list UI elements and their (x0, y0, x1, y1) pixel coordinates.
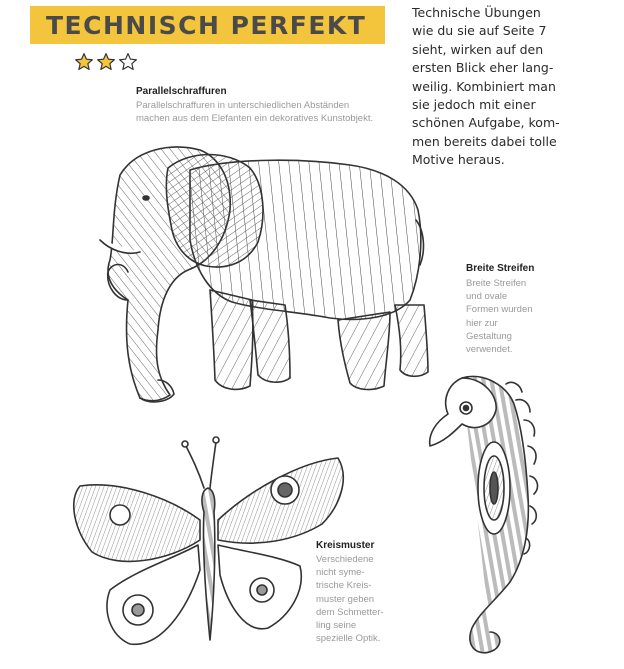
caption-line: Parallelschraffuren in unterschiedlichen Abständen (136, 100, 350, 111)
caption-line: trische Kreis- (316, 580, 372, 592)
caption-line: hier zur (466, 317, 498, 329)
elephant-eye (143, 196, 149, 200)
elephant-front-leg-2 (250, 300, 290, 382)
caption-line: dem Schmetter- (316, 606, 384, 618)
butterfly-left-forewing (74, 485, 200, 562)
intro-line: schönen Aufgabe, kom- (412, 115, 560, 131)
caption-line: ling seine (316, 620, 357, 632)
butterfly-wing-circle-inner (278, 483, 292, 497)
caption-line: machen aus dem Elefanten ein dekoratives Kunstobjekt. (136, 113, 374, 125)
caption-line: nicht syme- (316, 567, 365, 579)
caption-line: und ovale (466, 291, 508, 303)
butterfly-antenna-tip (213, 437, 219, 443)
page-title: TECHNISCH PERFEKT (46, 11, 367, 40)
caption-line: Gestaltung (466, 330, 512, 342)
butterfly-antenna-tip (182, 441, 188, 447)
elephant-illustration (100, 147, 428, 402)
caption-line: spezielle Optik. (316, 633, 381, 645)
butterfly-wing-circle (110, 505, 130, 525)
intro-line: sie jedoch mit einer (412, 97, 536, 113)
intro-line: ersten Blick eher lang- (412, 60, 554, 76)
intro-line: sieht, wirken auf den (412, 41, 544, 57)
caption-title-streifen: Breite Streifen (466, 263, 535, 274)
caption-line: muster geben (316, 593, 375, 605)
caption-line: verwendet. (466, 344, 513, 356)
butterfly-antenna-right (210, 442, 216, 488)
elephant-back-leg-2 (395, 305, 428, 376)
intro-line: Motive heraus. (412, 152, 505, 168)
seahorse-belly-oval-inner (490, 472, 498, 504)
elephant-ear (166, 155, 263, 268)
seahorse-pupil (464, 406, 469, 411)
intro-line: men bereits dabei tolle (412, 133, 557, 149)
caption-title-parallel: Parallelschraffuren (136, 86, 227, 97)
caption-line: Formen wurden (466, 304, 533, 316)
intro-line: wie du sie auf Seite 7 (412, 23, 547, 39)
seahorse-illustration (430, 376, 538, 652)
elephant-back-leg (338, 312, 390, 390)
caption-line: Breite Streifen (466, 278, 527, 289)
butterfly-body (202, 488, 215, 640)
caption-line: Verschiedene (316, 554, 374, 565)
butterfly-illustration (74, 437, 343, 644)
caption-title-kreis: Kreismuster (316, 540, 375, 551)
butterfly-wing-circle-inner (257, 585, 267, 595)
intro-line: Technische Übungen (412, 5, 541, 20)
butterfly-wing-circle-inner (132, 604, 144, 616)
butterfly-antenna-left (186, 446, 204, 488)
elephant-front-leg (210, 290, 253, 389)
intro-line: weilig. Kombiniert man (412, 78, 556, 94)
